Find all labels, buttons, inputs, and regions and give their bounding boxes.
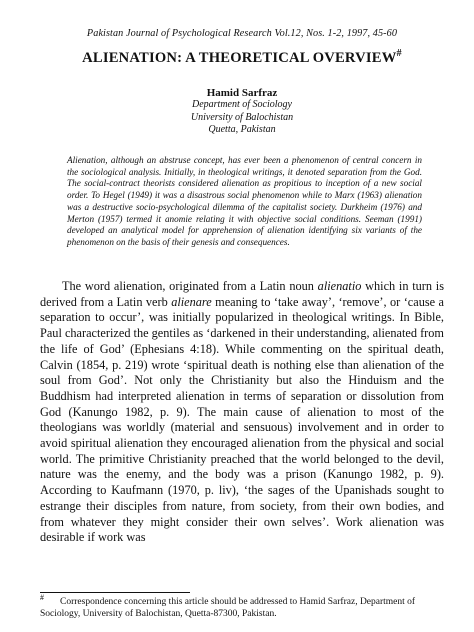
article-title	[40, 50, 444, 67]
author-block	[40, 87, 444, 137]
footnote-text: Correspondence concerning this article should be addressed to Hamid Sarfraz, Department of Sociology, University of Balochistan, Quetta-87300, Pakistan.	[40, 597, 416, 619]
author-location: Quetta, Pakistan	[208, 124, 276, 135]
footnote-rule	[40, 592, 190, 593]
footnote: # Correspondence concerning this article should be addressed to Hamid Sarfraz, Department of Sociology, University of Balochistan, Quetta-87300, Pakistan.	[40, 592, 416, 619]
article-title-text: ALIENATION: A THEORETICAL OVERVIEW	[82, 50, 397, 66]
title-footnote-mark: #	[396, 48, 402, 60]
body-text-part: meaning to ‘take away’, ‘remove’, or ‘cause a separation to occur’, was initially popularized in theological writings. In Bible, Paul characterized the gentiles as ‘darkened in their understanding, alienated from the life of God’ (Ephesians 4:18). While commenting on the spiritual death, Calvin (1854, p. 219) wrote ‘spiritual death is nothing else than alienation of the soul from God’. Not only the Christianity but also the Hinduism and the Buddhism had interpreted alienation in terms of separation or dissolution from God (Kanungo 1982, p. 9). The main cause of alienation to most of the theologians was worldly (material and sensuous) involvement and in order to avoid spiritual alienation they encouraged alienation from the physical and social world. The primitive Christianity preached that the world belonged to the devil, nature was the enemy, and the body was a prison (Kanungo 1982, p. 9). According to Kaufmann (1970, p. liv), ‘the sages of the Upanishads sought to estrange their disciples from nature, from society, from their own bodies, and from whatever they might consider their own selves’. Work alienation was desirable if work was	[40, 294, 444, 545]
body-text-part: The word alienation, originated from a Latin noun	[62, 279, 318, 293]
latin-term-alienatio: alienatio	[317, 279, 362, 293]
author-name: Hamid Sarfraz	[206, 87, 278, 99]
body-text	[40, 279, 444, 546]
abstract: Alienation, although an abstruse concept, has ever been a phenomenon of central concern in the sociological analysis. Initially, in theological writings, it denoted separation from the God. The social-contract theorists considered alienation as propitious to inception of a new social order. To Hegel (1949) it was a disastrous social phenomenon while to Marx (1963) alienation was a destructive socio-psychological dilemma of the capitalist society. Durkheim (1976) and Merton (1957) termed it anomie relating it with objective social conditions. Seeman (1991) developed an analytical model for apprehension of alienation identifying six variants of the phenomenon on the basis of their genesis and consequences.	[67, 155, 422, 247]
body-text-part: which in turn is derived from a Latin verb	[40, 279, 444, 309]
body-paragraph	[40, 279, 444, 546]
author-department: Department of Sociology	[192, 99, 292, 110]
latin-term-alienare: alienare	[171, 294, 212, 309]
journal-header: Pakistan Journal of Psychological Research Vol.12, Nos. 1-2, 1997, 45-60	[86, 28, 398, 39]
author-university: University of Balochistan	[190, 111, 294, 123]
